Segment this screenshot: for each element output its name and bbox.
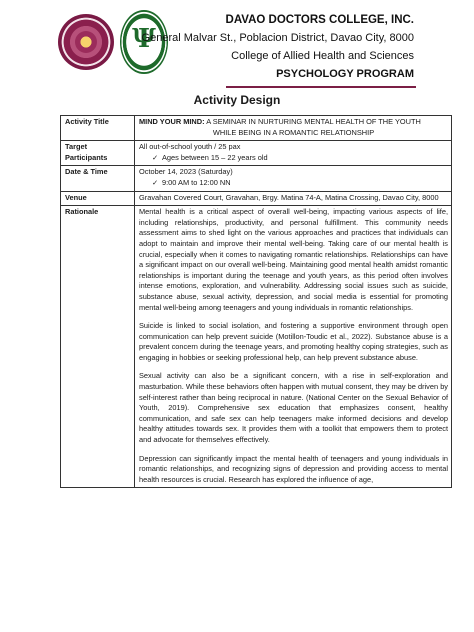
letterhead [0, 0, 474, 86]
venue-label: Venue [61, 191, 135, 206]
date-time-label: Date & Time [61, 166, 135, 191]
institution-address: General Malvar St., Poblacion District, Davao City, 8000 [141, 32, 414, 44]
date-text: October 14, 2023 (Saturday) [139, 167, 233, 177]
checkmark-icon: ✓ [152, 177, 159, 187]
header-divider [226, 86, 416, 88]
table-row [61, 191, 452, 206]
rationale-paragraph: Suicide is linked to social isolation, and fostering a supportive environment through open communication can help prevent suicide (Motillon-Toudic et al., 2022). Substance abuse is a prevalent concern during the teenage years, and promoting healthy coping strategies, such as engaging in hobbies or seeking professional help, can help prevent substance abuse. [139, 321, 448, 362]
checkmark-icon: ✓ [152, 152, 159, 162]
activity-title-line2: WHILE BEING IN A ROMANTIC RELATIONSHIP [212, 127, 375, 137]
college-seal-center [75, 31, 97, 53]
institution-name: DAVAO DOCTORS COLLEGE, INC. [225, 14, 414, 26]
rationale-paragraph: Mental health is a critical aspect of overall well-being, impacting various aspects of life, including relationships, productivity, and personal fulfillment. This community needs assessment aims to shed light on the various approaches and practices that individuals can adopt to maintain and improve their mental well-being. Taking care of our mental health is crucial, especially when it comes to navigating romantic relationships. Relationships can have a significant impact on our overall well-being. Maintaining good mental health amidst romantic relationships is important during the teenage and youth years, as this period often involves intense emotions, exploration, and vulnerability. Addressing social issues such as suicide, substance abuse, sexual activity, depression, and social media is essential for promoting mental well-being among teenagers and young individuals in romantic relationships. [139, 207, 448, 312]
page-title: Activity Design [193, 93, 281, 107]
rationale-paragraph: Depression can significantly impact the mental health of teenagers and young individuals in romantic relationships, and recognizing signs of depression and providing access to mental health resources is crucial. Research has explored the influence of age, [139, 453, 448, 484]
rationale-value [135, 206, 452, 488]
activity-design-table [60, 115, 452, 488]
college-seal-logo [58, 14, 114, 70]
rationale-label: Rationale [61, 206, 135, 488]
target-participants-label: Target Participants [61, 141, 135, 166]
program-name: PSYCHOLOGY PROGRAM [276, 68, 414, 80]
time-text: 9:00 AM to 12:00 NN [162, 177, 231, 187]
venue-value: Gravahan Covered Court, Gravahan, Brgy. Matina 74-A, Matina Crossing, Davao City, 8000 [135, 191, 452, 206]
activity-title-bold: MIND YOUR MIND: [139, 117, 205, 126]
activity-title-rest: A SEMINAR IN NURTURING MENTAL HEALTH OF THE YOUTH [204, 117, 421, 126]
table-row [61, 166, 452, 191]
activity-title-value [135, 116, 452, 141]
age-range-text: Ages between 15 – 22 years old [162, 152, 268, 162]
college-name: College of Allied Health and Sciences [231, 50, 414, 62]
target-participants-text: All out-of-school youth / 25 pax [139, 142, 241, 152]
activity-title-label: Activity Title [61, 116, 135, 141]
rationale-paragraph: Sexual activity can also be a significant concern, with a rise in self-exploration and masturbation. While these behaviors often happen with mutual consent, they may be driven by self-interest rather than being reciprocal in nature. (National Center on the Sexual Behavior of Youth, 2019). Comprehensive sex education that emphasizes consent, healthy communication, and safe sex can help teenagers make informed decisions and develop healthy attitudes towards sex. It provides them with a toolkit that empowers them to protect and advocate for themselves effectively. [139, 371, 448, 445]
table-row [61, 116, 452, 141]
target-participants-value [135, 141, 452, 166]
date-time-value [135, 166, 452, 191]
table-row [61, 141, 452, 166]
psi-symbol-icon: Ψ [132, 24, 156, 54]
table-row [61, 206, 452, 488]
